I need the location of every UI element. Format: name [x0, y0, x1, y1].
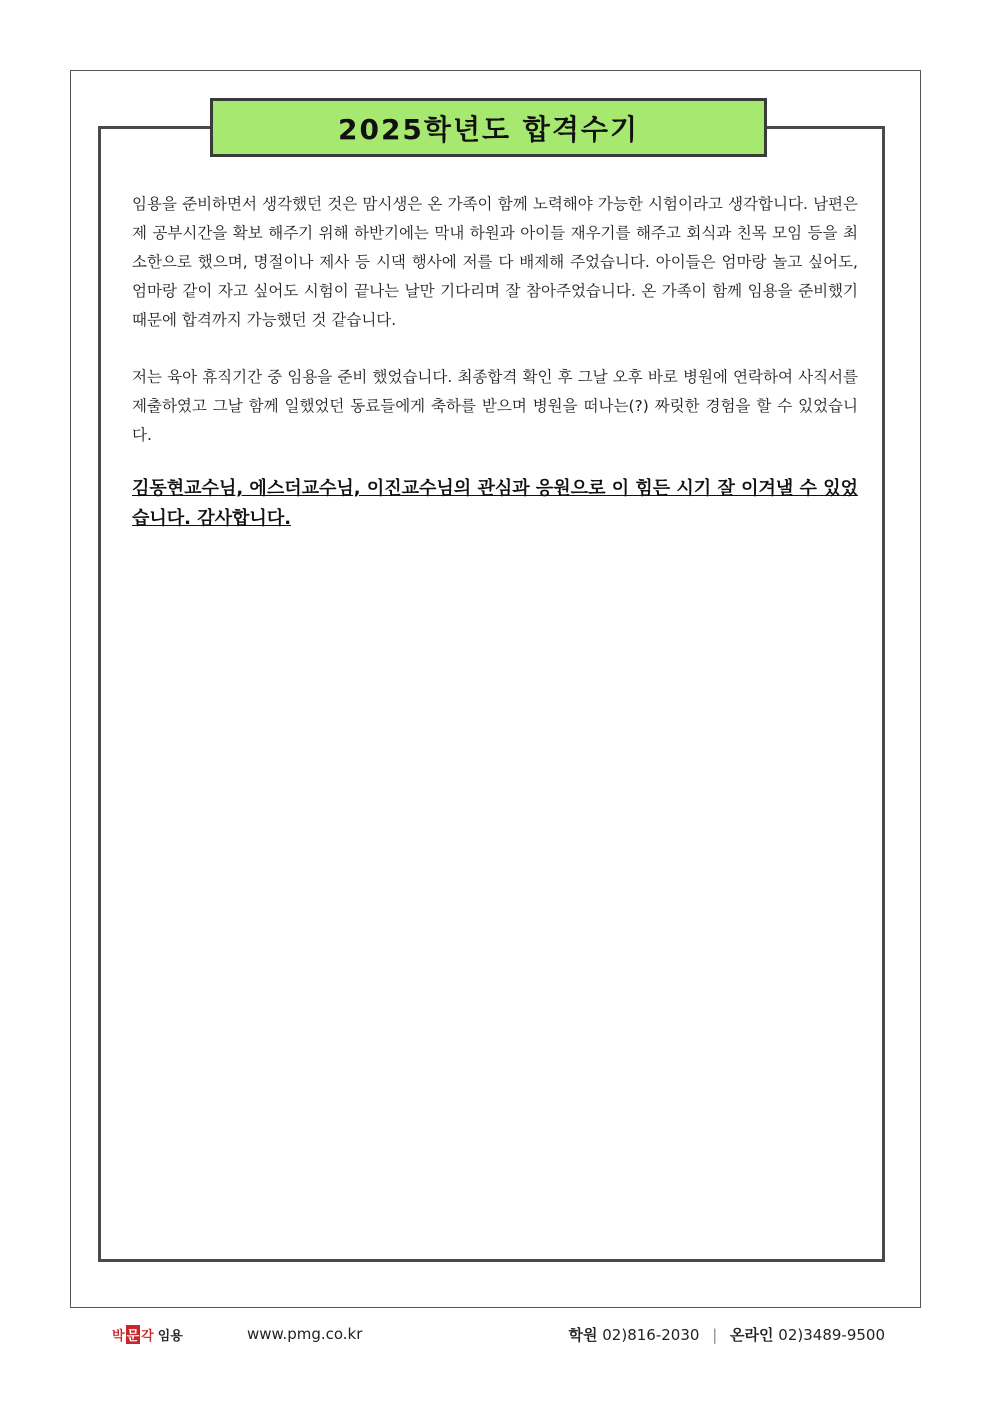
brand-logo: [112, 1325, 183, 1344]
logo-char-1: 박: [112, 1329, 125, 1344]
page-footer: [0, 1318, 992, 1354]
online-label: 온라인: [730, 1326, 774, 1344]
paragraph-1: 임용을 준비하면서 생각했던 것은 맘시생은 온 가족이 함께 노력해야 가능한 시험이라고 생각합니다. 남편은 제 공부시간을 확보 해주기 위해 하반기에는 막내 하원과 아이들 재우기를 해주고 회식과 친목 모임 등을 최소한으로 했으며, 명절이나 제사 등 시댁 행사에 저를 다 배제해 주었습니다. 아이들은 엄마랑 놀고 싶어도, 엄마랑 같이 자고 싶어도 시험이 끝나는 날만 기다리며 잘 참아주었습니다. 온 가족이 함께 임용을 준비했기 때문에 합격까지 가능했던 것 같습니다.: [132, 195, 858, 329]
thanks-message: 김동현교수님, 에스더교수님, 이진교수님의 관심과 응원으로 이 힘든 시기 잘 이겨낼 수 있었습니다. 감사합니다.: [132, 478, 858, 529]
essay-body: [132, 190, 858, 534]
website-link[interactable]: www.pmg.co.kr: [247, 1325, 363, 1343]
page-title: 2025학년도 합격수기: [337, 112, 639, 146]
academy-phone: 02)816-2030: [602, 1326, 700, 1344]
online-phone: 02)3489-9500: [778, 1326, 885, 1344]
contact-info: [568, 1324, 885, 1345]
title-banner: [210, 98, 767, 157]
logo-char-3: 각: [141, 1329, 154, 1344]
logo-suffix: 임용: [157, 1329, 183, 1344]
logo-char-2: 문: [126, 1325, 141, 1344]
academy-label: 학원: [568, 1326, 598, 1344]
paragraph-2: 저는 육아 휴직기간 중 임용을 준비 했었습니다. 최종합격 확인 후 그날 오후 바로 병원에 연락하여 사직서를 제출하였고 그날 함께 일했었던 동료들에게 축하를 받으며 병원을 떠나는(?) 짜릿한 경험을 할 수 있었습니다.: [132, 368, 858, 444]
contact-separator: |: [712, 1326, 718, 1344]
